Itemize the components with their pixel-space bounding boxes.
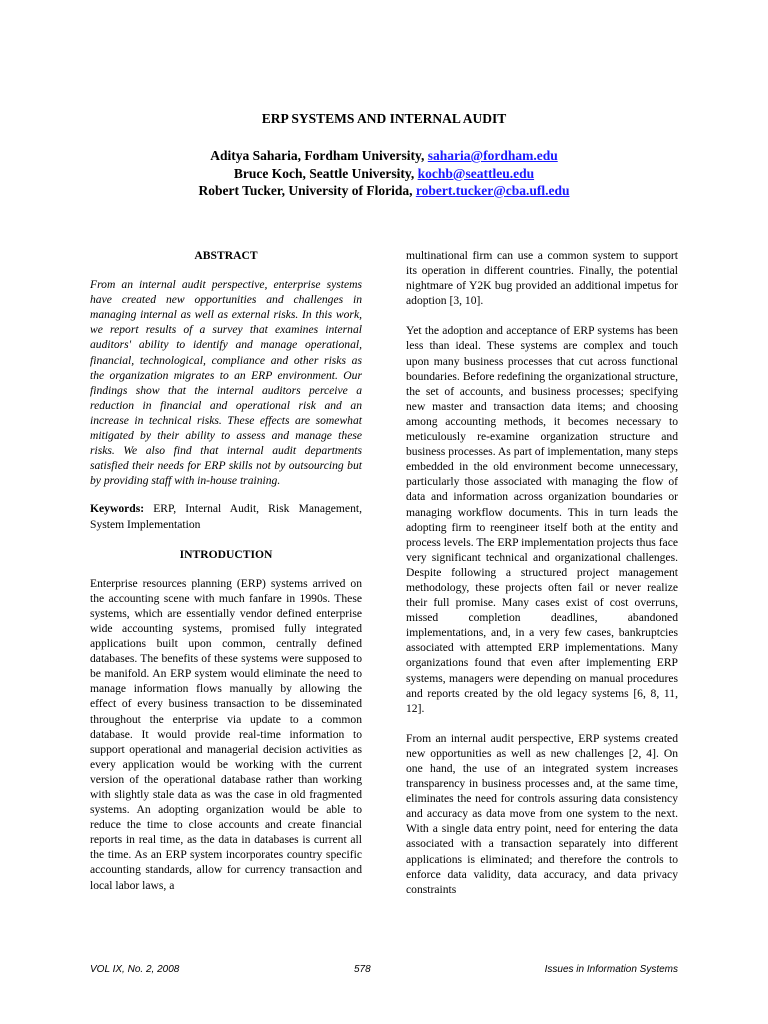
author-email-link[interactable]: saharia@fordham.edu [427, 148, 558, 163]
author-email-link[interactable]: robert.tucker@cba.ufl.edu [415, 183, 570, 198]
author-name: Robert Tucker, University of Florida, [198, 183, 416, 198]
author-email-link[interactable]: kochb@seattleu.edu [417, 165, 535, 181]
introduction-heading: INTRODUCTION [179, 547, 273, 561]
right-column [406, 248, 678, 912]
author-name: Aditya Saharia, Fordham University, [210, 148, 428, 163]
author-block [0, 147, 768, 200]
keywords-label: Keywords: [90, 502, 145, 516]
body-paragraph: Enterprise resources planning (ERP) systems arrived on the accounting scene with much fanfare in 1990s. These systems, which are essentially vendor defined enterprise wide accounting systems, promised fully integrated applications built upon common, centrally defined databases. The benefits of these systems were supposed to be manifold. An ERP system would eliminate the need to manage information flows manually by allowing the effect of every business transaction to be disseminated throughout the enterprise via update to a common database. It would provide real-time information to support operational and managerial decision activities as every application would be working with the current version of the operational database rather than working with slightly stale data as was the case in old fragmented systems. An adopting organization would be able to reduce the time to close accounts and create financial reports in real time, as the data in databases is current all the time. As an ERP system incorporates country specific accounting standards, allow for currency transaction and local labor laws, a [90, 576, 362, 892]
author-line [0, 165, 768, 183]
footer-volume: VOL IX, No. 2, 2008 [90, 964, 180, 975]
footer-journal: Issues in Information Systems [544, 964, 678, 975]
keywords-text: ERP, Internal Audit, Risk Management, System Implementation [90, 502, 362, 531]
body-paragraph: From an internal audit perspective, ERP systems created new opportunities as well as new challenges [2, 4]. On one hand, the use of an integrated system increases transparency in business processes and, at the same time, eliminates the need for controls assuring data consistency and accuracy as data move from one system to the next. With a single data entry point, need for entering the data associated with a transaction separately into different applications is eliminated; and therefore the controls to enforce data validity, data accuracy, and data privacy constraints [406, 731, 678, 896]
keywords [90, 501, 362, 531]
author-name: Bruce Koch, Seattle University, [233, 165, 418, 181]
footer-page-number: 578 [354, 964, 371, 975]
body-paragraph: Yet the adoption and acceptance of ERP systems has been less than ideal. These systems are complex and touch upon many business processes that cut across functional boundaries. Before redefining the organizational structure, the set of accounts, and business processes; specifying new master and transaction data items; and choosing among accounting methods, it becomes necessary to meticulously re-examine organization structure and business processes. As part of implementation, many steps embedded in the old environment become unnecessary, particularly those associated with managing the flow of data and information across organization boundaries or managing workflow documents. This in turn leads the adopting firm to reengineer itself both at the entity and process levels. The ERP implementation projects thus face very significant technical and organizational challenges. Despite following a structured project management methodology, these projects often fail or never realize their full promise. Many cases exist of cost overruns, missed completion deadlines, abandoned implementations, and, in a very few cases, bankruptcies associated with attempted ERP implementations. Many organizations found that even after implementing ERP systems, managers were depending on manual procedures and reports created by the old legacy systems [6, 8, 11, 12]. [406, 324, 678, 715]
abstract-text: From an internal audit perspective, enterprise systems have created new opportunities and challenges in managing internal as well as external risks. In this work, we report results of a survey that examines internal auditors' ability to identify and manage operational, financial, technological, compliance and other risks as the organization migrates to an ERP environment. Our findings show that the internal auditors perceive a reduction in financial and operational risk and an increase in technical risks. These effects are somewhat mitigated by their ability to assess and manage these risks. We also find that internal audit departments satisfied their needs for ERP skills not by outsourcing but by providing staff with in-house training. [90, 278, 362, 488]
left-column [90, 248, 362, 908]
abstract-heading: ABSTRACT [194, 249, 258, 262]
author-line [0, 182, 768, 200]
paper-title: ERP SYSTEMS AND INTERNAL AUDIT [261, 111, 507, 126]
body-paragraph: multinational firm can use a common system to support its operation in different countries. Finally, the potential nightmare of Y2K bug provided an additional impetus for adoption [3, 10]. [406, 249, 678, 308]
author-line [0, 147, 768, 165]
